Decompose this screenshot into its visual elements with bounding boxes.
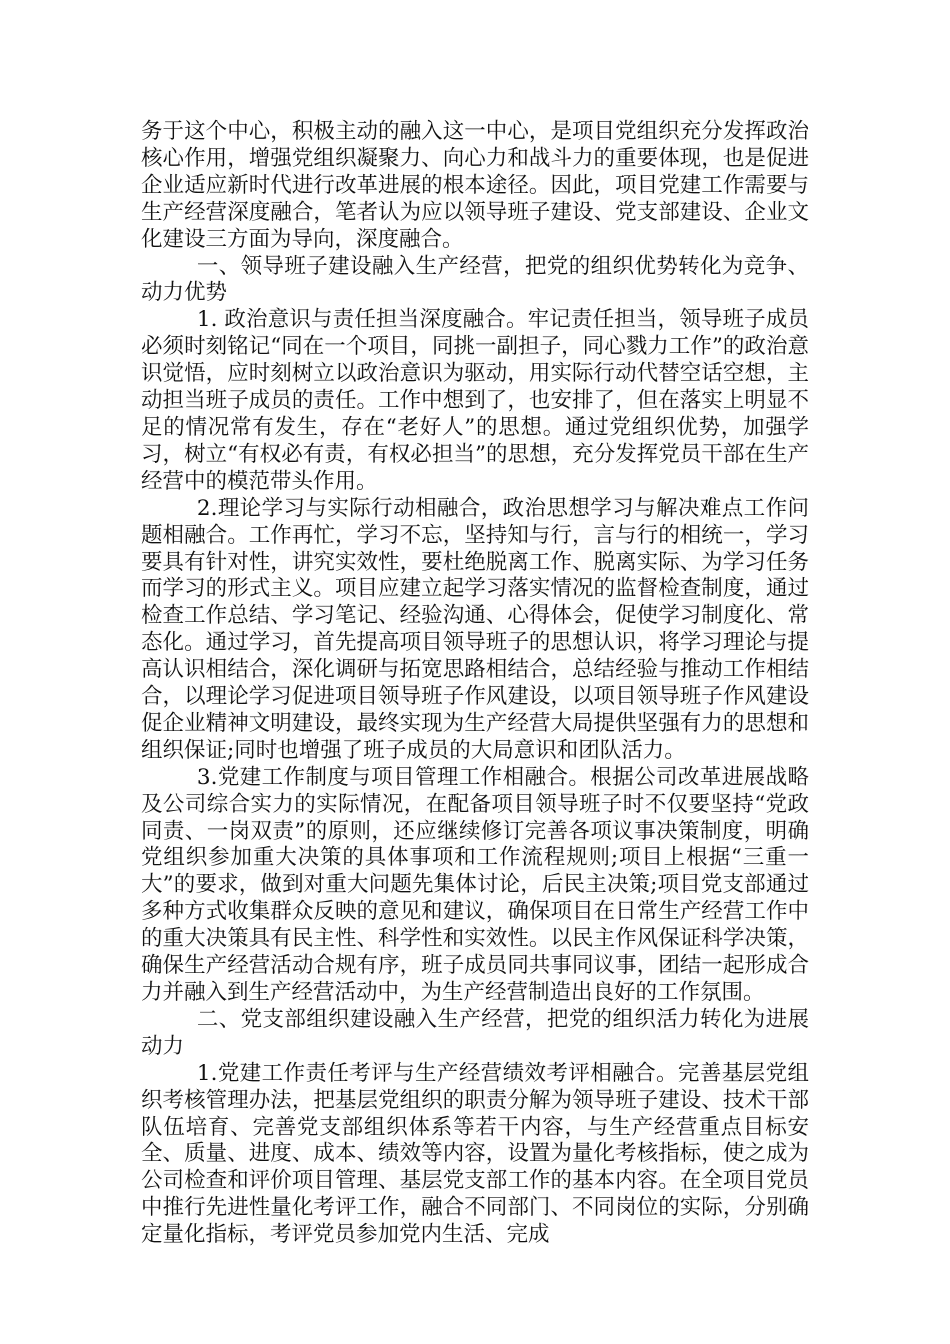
heading-section-1: 一、领导班子建设融入生产经营，把党的组织优势转化为竞争、动力优势: [141, 253, 809, 306]
paragraph-2-1: 1.党建工作责任考评与生产经营绩效考评相融合。完善基层党组织考核管理办法，把基层党组织的职责分解为领导班子建设、技术干部队伍培育、完善党支部组织体系等若干内容，与生产经营重点目标安全、质量、进度、成本、绩效等内容，设置为量化考核指标，使之成为公司检查和评价项目管理、基层党支部工作的基本内容。在全项目党员中推行先进性量化考评工作，融合不同部门、不同岗位的实际，分别确定量化指标，考评党员参加党内生活、完成: [141, 1060, 809, 1248]
paragraph-1-2: 2.理论学习与实际行动相融合，政治思想学习与解决难点工作问题相融合。工作再忙，学习不忘，坚持知与行，言与行的相统一，学习要具有针对性，讲究实效性，要杜绝脱离工作、脱离实际、为学习任务而学习的形式主义。项目应建立起学习落实情况的监督检查制度，通过检查工作总结、学习笔记、经验沟通、心得体会，促使学习制度化、常态化。通过学习，首先提高项目领导班子的思想认识，将学习理论与提高认识相结合，深化调研与拓宽思路相结合，总结经验与推动工作相结合，以理论学习促进项目领导班子作风建设，以项目领导班子作风建设促企业精神文明建设，最终实现为生产经营大局提供坚强有力的思想和组织保证;同时也增强了班子成员的大局意识和团队活力。: [141, 495, 809, 763]
heading-section-2: 二、党支部组织建设融入生产经营，把党的组织活力转化为进展动力: [141, 1006, 809, 1059]
paragraph-1-3: 3.党建工作制度与项目管理工作相融合。根据公司改革进展战略及公司综合实力的实际情况，在配备项目领导班子时不仅要坚持“党政同责、一岗双责”的原则，还应继续修订完善各项议事决策制度，明确党组织参加重大决策的具体事项和工作流程规则;项目上根据“三重一大”的要求，做到对重大问题先集体讨论，后民主决策;项目党支部通过多种方式收集群众反映的意见和建议，确保项目在日常生产经营工作中的重大决策具有民主性、科学性和实效性。以民主作风保证科学决策，确保生产经营活动合规有序，班子成员同共事同议事，团结一起形成合力并融入到生产经营活动中，为生产经营制造出良好的工作氛围。: [141, 764, 809, 1005]
paragraph-intro: 务于这个中心，积极主动的融入这一中心，是项目党组织充分发挥政治核心作用，增强党组织凝聚力、向心力和战斗力的重要体现，也是促进企业适应新时代进行改革进展的根本途径。因此，项目党建工作需要与生产经营深度融合，笔者认为应以领导班子建设、党支部建设、企业文化建设三方面为导向，深度融合。: [141, 119, 809, 252]
document-page: [141, 119, 809, 1249]
paragraph-1-1: 1. 政治意识与责任担当深度融合。牢记责任担当，领导班子成员必须时刻铭记“同在一个项目，同挑一副担子，同心戮力工作”的政治意识觉悟，应时刻树立以政治意识为驱动，用实际行动代替空话空想，主动担当班子成员的责任。工作中想到了，也安排了，但在落实上明显不足的情况常有发生，存在“老好人”的思想。通过党组织优势，加强学习，树立“有权必有责，有权必担当”的思想，充分发挥党员干部在生产经营中的模范带头作用。: [141, 307, 809, 494]
